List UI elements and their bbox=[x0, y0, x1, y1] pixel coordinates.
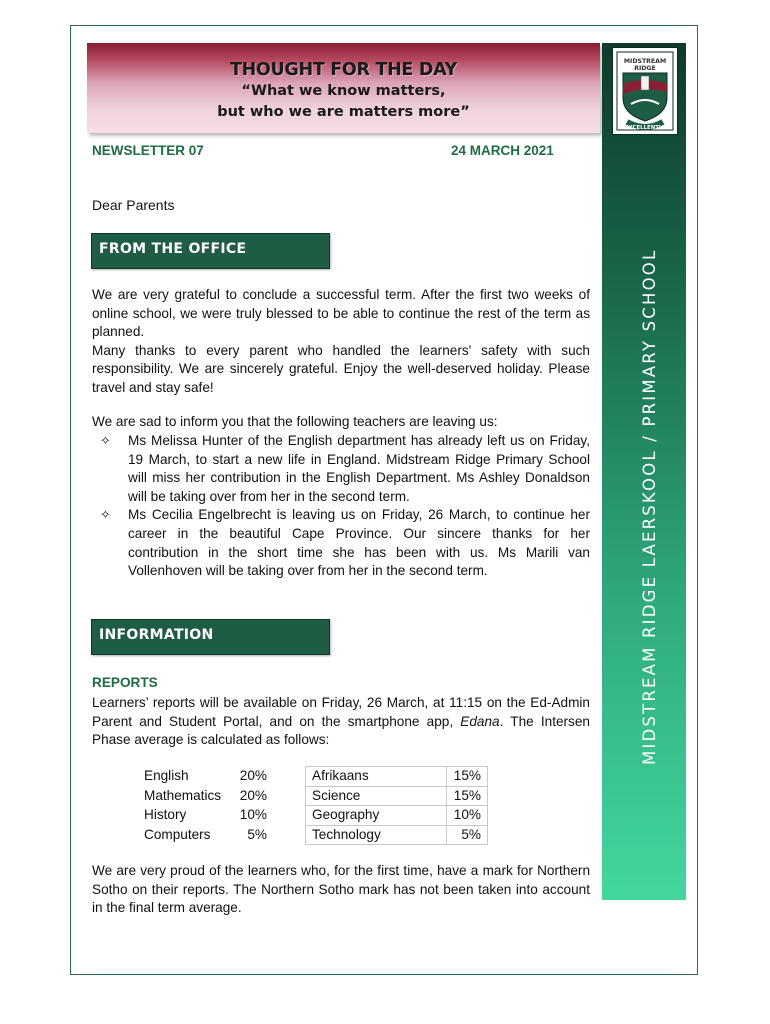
table-row bbox=[138, 786, 488, 806]
school-crest-icon bbox=[613, 48, 677, 134]
table-cell: Technology bbox=[306, 825, 447, 845]
closing-paragraph bbox=[92, 862, 590, 918]
table-row bbox=[138, 825, 488, 845]
greeting: Dear Parents bbox=[92, 197, 175, 213]
diamond-bullet-icon: ✧ bbox=[100, 507, 111, 523]
table-row bbox=[138, 806, 488, 826]
reports-heading: REPORTS bbox=[92, 675, 158, 690]
table-cell: English bbox=[144, 768, 189, 783]
office-paragraphs bbox=[92, 286, 590, 398]
newsletter-number: NEWSLETTER 07 bbox=[92, 143, 204, 158]
table-row bbox=[138, 767, 488, 787]
table-cell: 15% bbox=[447, 767, 488, 787]
school-name-vertical: MIDSTREAM RIDGE LAERSKOOL / PRIMARY SCHOOL bbox=[640, 248, 659, 765]
logo-text-2: RIDGE bbox=[634, 65, 656, 72]
table-cell: Science bbox=[306, 786, 447, 806]
table-cell: 10% bbox=[447, 806, 488, 826]
average-weights-table bbox=[138, 766, 488, 845]
school-logo bbox=[612, 47, 678, 135]
banner-quote-line2: but who we are matters more” bbox=[217, 104, 470, 120]
side-strip bbox=[602, 43, 686, 900]
reports-text-b: . The Intersen Phase average is calculated as follows: bbox=[92, 713, 590, 748]
reports-app-name: Edana bbox=[460, 713, 500, 729]
list-item bbox=[92, 432, 590, 506]
table-cell: 15% bbox=[447, 786, 488, 806]
office-para-3: We are sad to inform you that the following teachers are leaving us: bbox=[92, 414, 498, 429]
section-heading-information bbox=[91, 619, 330, 655]
table-cell: Mathematics bbox=[144, 787, 222, 803]
table-cell: 20% bbox=[239, 768, 267, 783]
teacher-list bbox=[92, 432, 590, 581]
logo-motto: EXCELLENTIA bbox=[624, 125, 666, 131]
table-cell: 5% bbox=[447, 825, 488, 845]
reports-paragraph bbox=[92, 694, 590, 750]
office-para-2: Many thanks to every parent who handled the learners' safety with such responsibility. We are sincerely grateful. Enjoy the well-deserved holiday. Please travel and stay safe! bbox=[92, 342, 590, 395]
section-heading-office-label: FROM THE OFFICE bbox=[99, 241, 247, 257]
table-cell: 20% bbox=[239, 787, 267, 803]
newsletter-date: 24 MARCH 2021 bbox=[451, 143, 554, 158]
section-heading-office bbox=[91, 233, 330, 269]
teacher-item-1: Ms Melissa Hunter of the English department has already left us on Friday, 19 March, to start a new life in England. Midstream Ridge Primary School will miss her contribution in the English Department. Ms Ashley Donaldson will be taking over from her in the second term. bbox=[128, 433, 590, 504]
banner-title: THOUGHT FOR THE DAY bbox=[229, 60, 458, 80]
table-cell: History bbox=[144, 807, 187, 822]
banner-quote-line1: “What we know matters, bbox=[241, 83, 446, 99]
logo-text-1: MIDSTREAM bbox=[623, 58, 667, 65]
closing-text: We are very proud of the learners who, for the first time, have a mark for Northern Sotho on their reports. The Northern Sotho mark has not been taken into account in the final term average. bbox=[92, 863, 590, 916]
section-heading-information-label: INFORMATION bbox=[99, 627, 214, 643]
table-cell: Geography bbox=[306, 806, 447, 826]
teacher-item-2: Ms Cecilia Engelbrecht is leaving us on Friday, 26 March, to continue her career in the beautiful Cape Province. Our sincere thanks for her contribution in the short time she has been with us. Ms Marili van Vollenhoven will be taking over from her in the second term. bbox=[128, 507, 590, 579]
list-item bbox=[92, 506, 590, 580]
diamond-bullet-icon: ✧ bbox=[100, 433, 111, 448]
reports-text-a: Learners’ reports will be available on Friday, 26 March, at 11:15 on the Ed-Admin Parent and Student Portal, and on the smartphone app, bbox=[92, 695, 590, 729]
table-cell: Afrikaans bbox=[306, 767, 447, 787]
office-para-3-wrap bbox=[92, 413, 590, 432]
thought-banner bbox=[87, 43, 600, 133]
office-para-1: We are very grateful to conclude a successful term. After the first two weeks of online school, we were truly blessed to be able to continue the rest of the term as planned. bbox=[92, 287, 590, 340]
table-cell: 5% bbox=[247, 826, 267, 842]
table-cell: Computers bbox=[144, 826, 211, 842]
table-cell: 10% bbox=[239, 807, 267, 822]
